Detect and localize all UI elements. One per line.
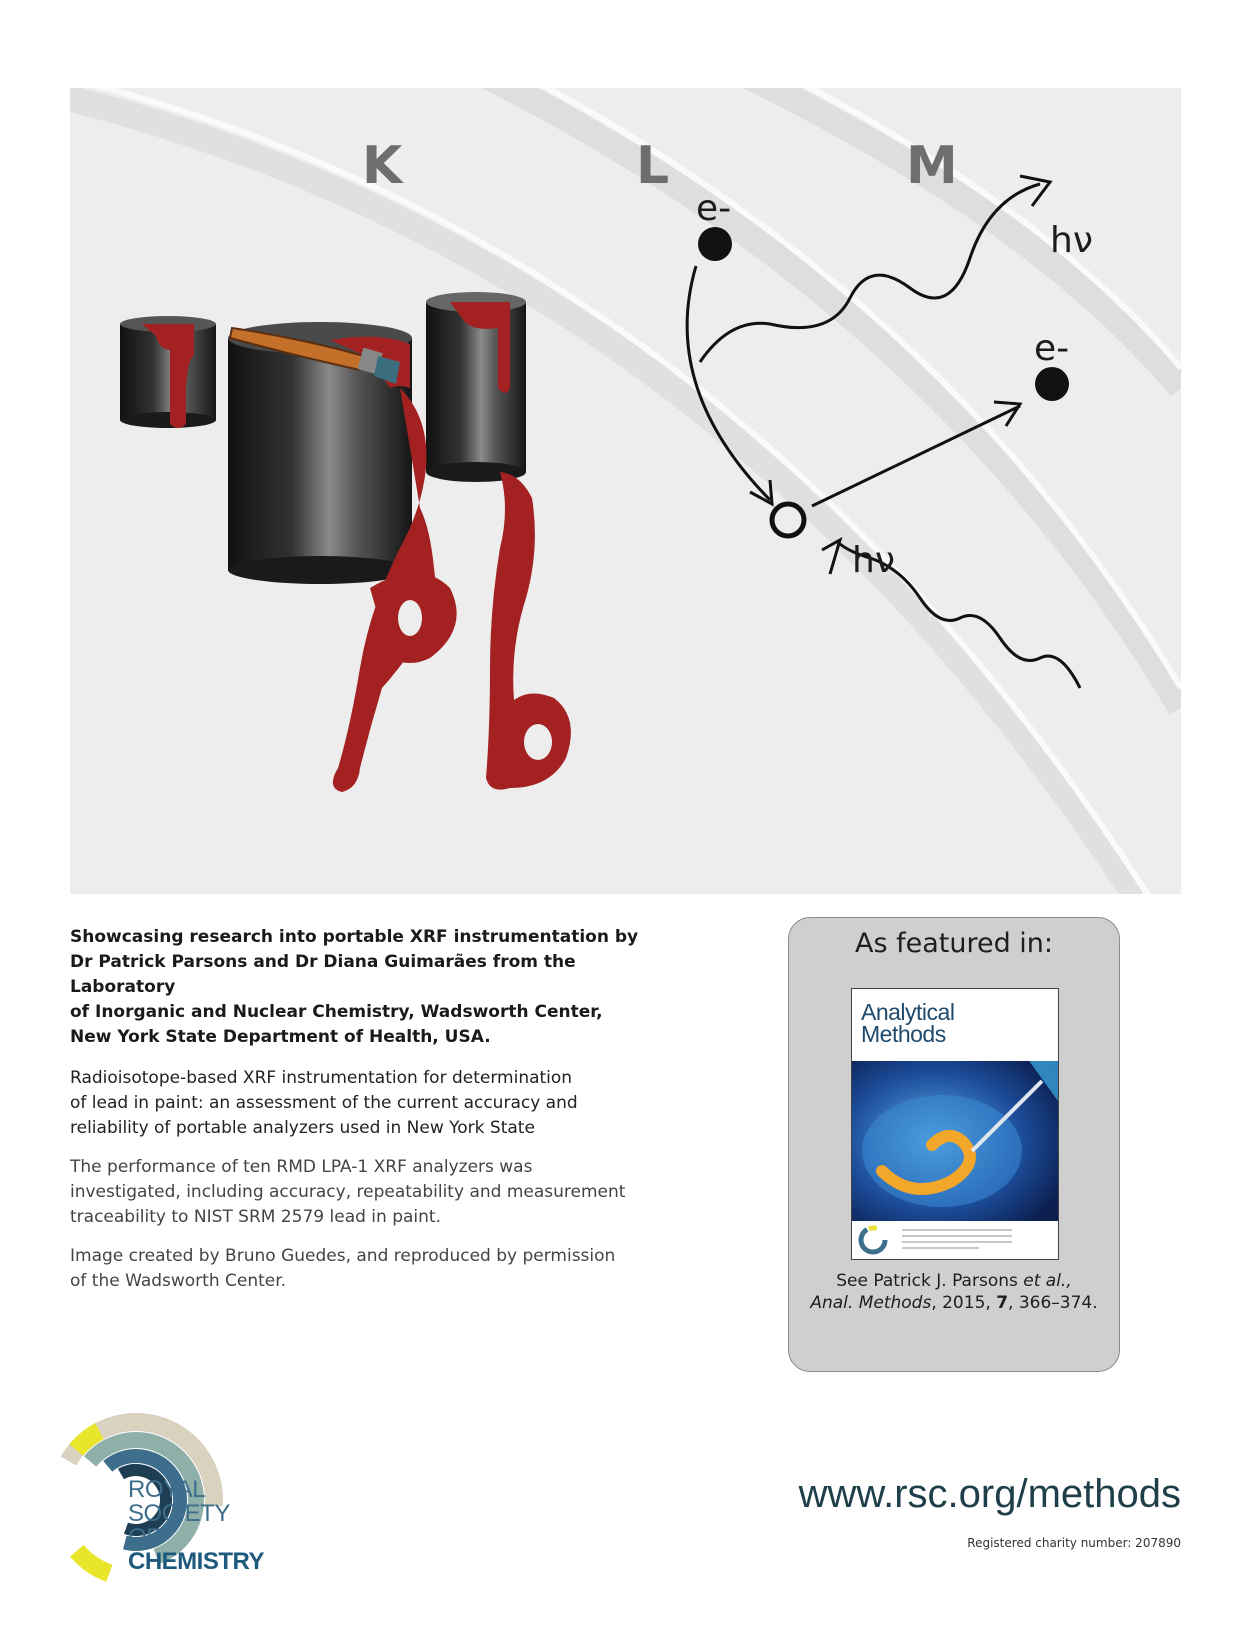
cover-contents-lines — [902, 1229, 1012, 1253]
electron-ejected — [1035, 367, 1069, 401]
cover-footer — [852, 1221, 1058, 1259]
photon-label-top: hν — [1050, 220, 1093, 261]
rsc-mini-logo-icon — [858, 1225, 888, 1255]
article-citation: See Patrick J. Parsons et al., Anal. Methods, 2015, 7, 366–374. — [810, 1271, 1098, 1313]
photon-label-bottom: hν — [852, 540, 895, 581]
shell-label-k: K — [362, 136, 403, 196]
paint-can-back — [426, 292, 526, 482]
electron-label-top: e- — [696, 188, 732, 229]
journal-url-link[interactable]: www.rsc.org/methods — [798, 1472, 1181, 1516]
rsc-logo — [46, 1410, 296, 1590]
charity-number: Registered charity number: 207890 — [967, 1536, 1181, 1550]
shell-label-l: L — [636, 136, 670, 196]
article-summary: The performance of ten RMD LPA-1 XRF analyzers was investigated, including accuracy, repeatability and measurement traceability to NIST SRM 2579 lead in paint. — [70, 1157, 626, 1227]
featured-heading: As featured in: — [854, 928, 1054, 959]
journal-cover-title: Analytical Methods — [861, 999, 955, 1047]
shell-label-m: M — [906, 136, 958, 196]
electron-label-right: e- — [1034, 328, 1070, 369]
article-title: Radioisotope-based XRF instrumentation for determination of lead in paint: an assessment of the current accuracy and reliability of portable analyzers used in New York State — [70, 1068, 578, 1138]
cover-artwork — [852, 1061, 1058, 1221]
featured-box — [788, 917, 1120, 1372]
showcase-text: Showcasing research into portable XRF instrumentation by Dr Patrick Parsons and Dr Diana Guimarães from the Laboratory of Inorganic and Nuclear Chemistry, Wadsworth Center, New York State Department of Health, USA. — [70, 927, 639, 1047]
rsc-wordmark: ROYAL SOCIETY OF CHEMISTRY — [128, 1476, 264, 1575]
image-credit: Image created by Bruno Guedes, and reproduced by permission of the Wadsworth Center. — [70, 1246, 616, 1291]
illustration-svg — [70, 88, 1181, 894]
paint-can-small — [120, 316, 216, 428]
electron-l-shell — [698, 227, 732, 261]
article-info — [70, 925, 670, 1308]
cover-illustration — [70, 88, 1181, 894]
journal-cover-thumbnail[interactable] — [851, 988, 1059, 1260]
